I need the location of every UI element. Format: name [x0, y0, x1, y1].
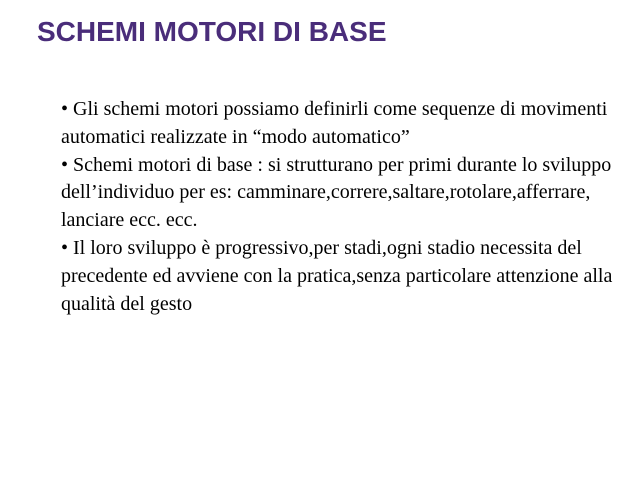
bullet-list — [61, 96, 621, 318]
bullet-item — [61, 152, 621, 235]
slide-title: SCHEMI MOTORI DI BASE — [37, 16, 387, 47]
bullet-item — [61, 96, 621, 152]
bullet-marker: • — [61, 153, 69, 176]
bullet-text: Il loro sviluppo è progressivo,per stadi,ogni stadio necessita del precedente ed avviene con la pratica,senza particolare attenzione alla qualità del gesto — [61, 236, 613, 315]
bullet-item — [61, 235, 621, 318]
bullet-text: Schemi motori di base : si strutturano per primi durante lo sviluppo dell’individuo per es: camminare,correre,saltare,rotolare,afferrare, lanciare ecc. ecc. — [61, 153, 612, 232]
bullet-text: Gli schemi motori possiamo definirli come sequenze di movimenti automatici realizzate in “modo automatico” — [61, 98, 608, 148]
bullet-marker: • — [61, 236, 69, 259]
bullet-marker: • — [61, 98, 69, 120]
